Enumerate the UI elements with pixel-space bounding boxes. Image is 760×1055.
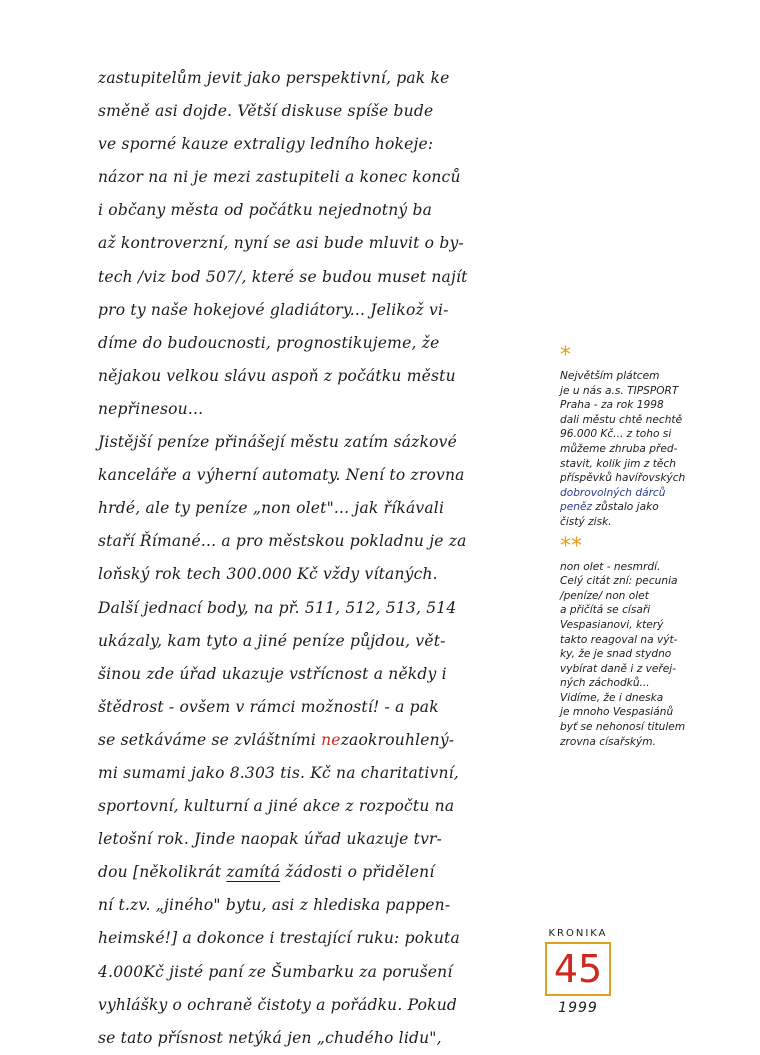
note-line: stavit, kolik jim z těch (560, 457, 676, 470)
text-segment: ukázaly, kam tyto a jiné peníze půjdou, vět- (98, 631, 446, 650)
text-line (98, 558, 538, 591)
note-word: zůstalo jako (592, 501, 659, 514)
footnote-star-2: ** (560, 533, 582, 559)
note-line: je u nás a.s. TIPSPORT (560, 384, 679, 397)
text-segment: zaokrouhlený- (340, 730, 455, 749)
text-segment: štědrost - ovšem v rámci možností! - a pak (98, 697, 439, 716)
text-segment: názor na ni je mezi zastupiteli a konec konců (98, 168, 461, 187)
text-segment: pro ty naše hokejové gladiátory... Jelikož vi- (98, 300, 449, 319)
text-segment: i občany města od počátku nejednotný ba (98, 201, 433, 220)
text-line (98, 1022, 538, 1055)
text-segment: dou [několikrát (98, 863, 227, 882)
note-line: čistý zisk. (560, 515, 612, 528)
text-segment: díme do budoucnosti, prognostikujeme, že (98, 333, 440, 352)
text-line (98, 625, 538, 658)
text-line (98, 393, 538, 426)
text-line (98, 790, 538, 823)
footnote-star-1: * (560, 343, 571, 368)
text-segment: ve sporné kauze extraligy ledního hokeje: (98, 135, 434, 154)
text-segment: směně asi dojde. Větší diskuse spíše bude (98, 102, 434, 121)
text-line (98, 889, 538, 922)
text-line (98, 459, 538, 492)
text-segment: 4.000Kč jisté paní ze Šumbarku za porušení (98, 962, 453, 981)
text-segment: ní t.zv. „jiného" bytu, asi z hlediska pappen- (98, 896, 451, 915)
text-line (98, 989, 538, 1022)
text-segment: se setkáváme se zvláštními (98, 730, 322, 749)
text-line (98, 294, 538, 327)
text-line (98, 95, 538, 128)
note-line: Praha - za rok 1998 (560, 399, 664, 412)
text-line (98, 426, 538, 459)
text-segment: se tato přísnost netýká jen „chudého lidu", (98, 1028, 442, 1047)
text-line (98, 227, 538, 260)
text-line (98, 161, 538, 194)
note-line: a přičítá se císaři (560, 604, 651, 617)
note-line: Vidíme, že i dneska (560, 691, 664, 704)
note-line: zrovna císařským. (560, 735, 656, 748)
text-segment: zastupitelům jevit jako perspektivní, pak ke (98, 69, 450, 87)
note-line: můžeme zhruba před- (560, 442, 678, 455)
text-line (98, 525, 538, 558)
note-line: byť se nehonosí titulem (560, 721, 686, 734)
text-segment: vyhlášky o ochraně čistoty a pořádku. Pokud (98, 995, 458, 1014)
note-line: /peníze/ non olet (560, 589, 649, 602)
text-segment: Jistější peníze přinášejí městu zatím sázkové (98, 433, 457, 452)
text-line (98, 327, 538, 360)
text-line (98, 823, 538, 856)
text-segment: šinou zde úřad ukazuje vstřícnost a někdy i (98, 664, 447, 683)
text-segment: nepřinesou... (98, 399, 204, 418)
text-line (98, 592, 538, 625)
text-segment: ne (321, 730, 341, 749)
main-text-block (98, 62, 538, 1055)
page-number-box (545, 942, 611, 996)
text-line (98, 956, 538, 989)
note-line: vybírat daně i z veřej- (560, 662, 677, 675)
note-line: ných záchodků... (560, 677, 650, 690)
footnote-1 (560, 369, 750, 530)
text-line (98, 261, 538, 294)
text-line (98, 360, 538, 393)
text-segment: žádosti o přidělení (280, 863, 435, 882)
text-line (98, 62, 538, 95)
text-line (98, 757, 538, 790)
note-line: Vespasianovi, který (560, 618, 664, 631)
note-line: ky, že je snad stydno (560, 648, 672, 661)
note-line: 96.000 Kč... z toho si (560, 428, 672, 441)
note-line: je mnoho Vespasiánů (560, 706, 674, 719)
text-line (98, 856, 538, 889)
text-line (98, 724, 538, 757)
text-segment: hrdé, ale ty peníze „non olet"... jak říkávali (98, 499, 445, 518)
note-line: non olet - nesmrdí. (560, 560, 661, 573)
text-line (98, 691, 538, 724)
note-line: dobrovolných dárců (560, 486, 666, 499)
text-segment: až kontroverzní, nyní se asi bude mluvit o by- (98, 234, 464, 253)
page-number: 45 (553, 947, 603, 991)
note-word-blue: peněz (560, 501, 593, 514)
note-line: takto reagoval na výt- (560, 633, 678, 646)
side-notes (560, 345, 750, 749)
note-line (560, 500, 750, 515)
text-segment: mi sumami jako 8.303 tis. Kč na charitativní, (98, 763, 459, 782)
year-label: 1999 (558, 1000, 598, 1016)
text-segment: heimské!] a dokonce i trestající ruku: pokuta (98, 929, 460, 948)
note-line: Největším plátcem (560, 370, 660, 382)
text-line (98, 922, 538, 955)
text-segment: nějakou velkou slávu aspoň z počátku městu (98, 366, 456, 385)
text-segment: staří Římané... a pro městskou pokladnu je za (98, 532, 467, 551)
text-segment: tech /viz bod 507/, které se budou muset najít (98, 267, 468, 286)
text-segment: kanceláře a výherní automaty. Není to zrovna (98, 466, 465, 485)
note-line: příspěvků havířovských (560, 472, 686, 485)
note-line: dali městu chtě nechtě (560, 413, 683, 426)
text-line (98, 194, 538, 227)
text-segment: zamítá (226, 863, 281, 882)
footnote-2 (560, 560, 750, 750)
page-footer (538, 928, 618, 1016)
text-line (98, 492, 538, 525)
text-segment: letošní rok. Jinde naopak úřad ukazuje tvr- (98, 830, 443, 849)
text-segment: Další jednací body, na př. 511, 512, 513, 514 (98, 598, 457, 617)
kronika-label: KRONIKA (548, 928, 608, 939)
text-line (98, 128, 538, 161)
text-segment: loňský rok tech 300.000 Kč vždy vítaných. (98, 565, 438, 584)
text-segment: sportovní, kulturní a jiné akce z rozpočtu na (98, 797, 455, 816)
text-line (98, 658, 538, 691)
note-line: Celý citát zní: pecunia (560, 575, 678, 588)
